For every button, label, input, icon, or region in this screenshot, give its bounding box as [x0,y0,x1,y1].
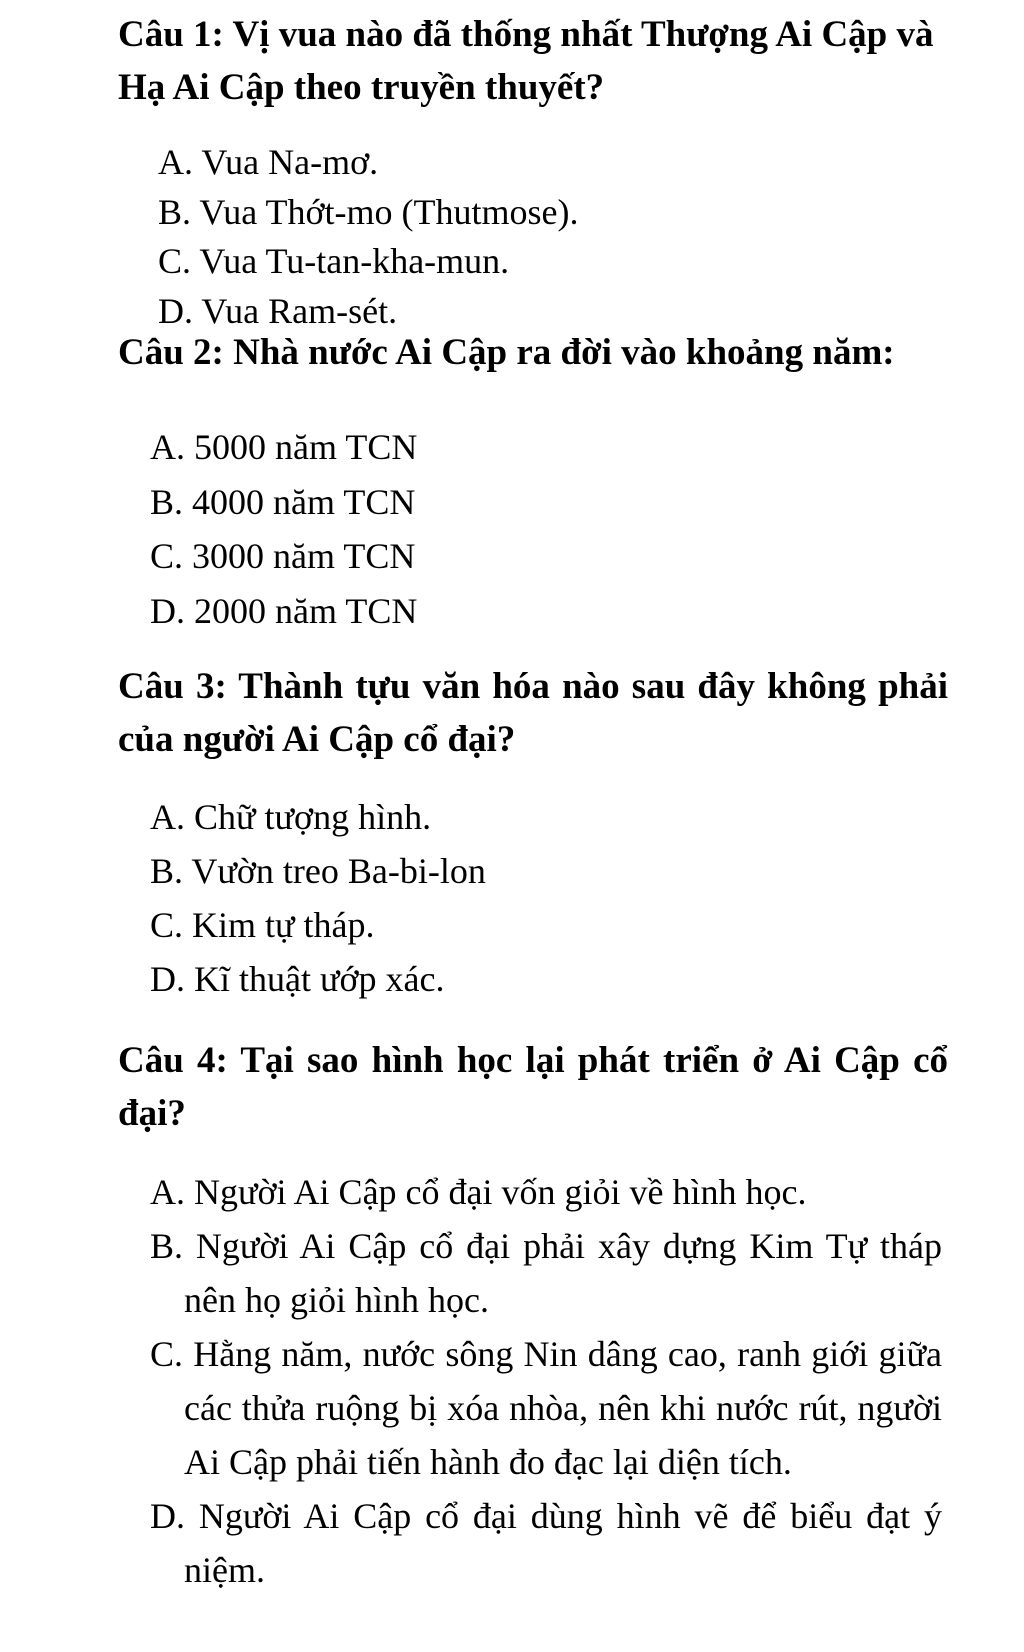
question-4-option-b[interactable]: B. Người Ai Cập cổ đại phải xây dựng Kim Tự tháp nên họ giỏi hình học. [150,1226,942,1320]
question-3-options [150,790,950,1006]
question-2-option-c[interactable]: C. 3000 năm TCN [150,536,416,576]
question-1-option-d[interactable]: D. Vua Ram-sét. [158,290,398,331]
question-1-option-c[interactable]: C. Vua Tu-tan-kha-mun. [158,241,510,281]
question-1-option-a[interactable]: A. Vua Na-mơ. [158,142,379,182]
question-1-option-b[interactable]: B. Vua Thớt-mo (Thutmose). [158,191,579,232]
question-1-options [158,138,958,336]
question-4-options [150,1165,942,1597]
question-2-option-b[interactable]: B. 4000 năm TCN [150,481,416,522]
question-2-title: Câu 2: Nhà nước Ai Cập ra đời vào khoảng năm: [118,332,895,373]
question-1-title: Câu 1: Vị vua nào đã thống nhất Thượng Ai Cập và Hạ Ai Cập theo truyền thuyết? [118,14,934,108]
question-2-option-d[interactable]: D. 2000 năm TCN [150,590,418,631]
question-2-option-a[interactable]: A. 5000 năm TCN [150,427,418,467]
question-2-options [150,420,950,638]
question-4-option-a[interactable]: A. Người Ai Cập cổ đại vốn giỏi về hình học. [150,1172,807,1212]
question-3-title: Câu 3: Thành tựu văn hóa nào sau đây không phải của người Ai Cập cổ đại? [118,666,948,760]
question-3-option-d[interactable]: D. Kĩ thuật ướp xác. [150,959,445,999]
question-3-option-b[interactable]: B. Vườn treo Ba-bi-lon [150,851,486,891]
question-4-option-c[interactable]: C. Hằng năm, nước sông Nin dâng cao, ranh giới giữa các thửa ruộng bị xóa nhòa, nên khi nước rút, người Ai Cập phải tiến hành đo đạc lại diện tích. [150,1334,942,1482]
question-4-option-d[interactable]: D. Người Ai Cập cổ đại dùng hình vẽ để biểu đạt ý niệm. [150,1496,942,1590]
question-3-option-a[interactable]: A. Chữ tượng hình. [150,797,432,837]
question-4-title: Câu 4: Tại sao hình học lại phát triển ở Ai Cập cổ đại? [118,1040,948,1134]
question-3-option-c[interactable]: C. Kim tự tháp. [150,905,375,945]
